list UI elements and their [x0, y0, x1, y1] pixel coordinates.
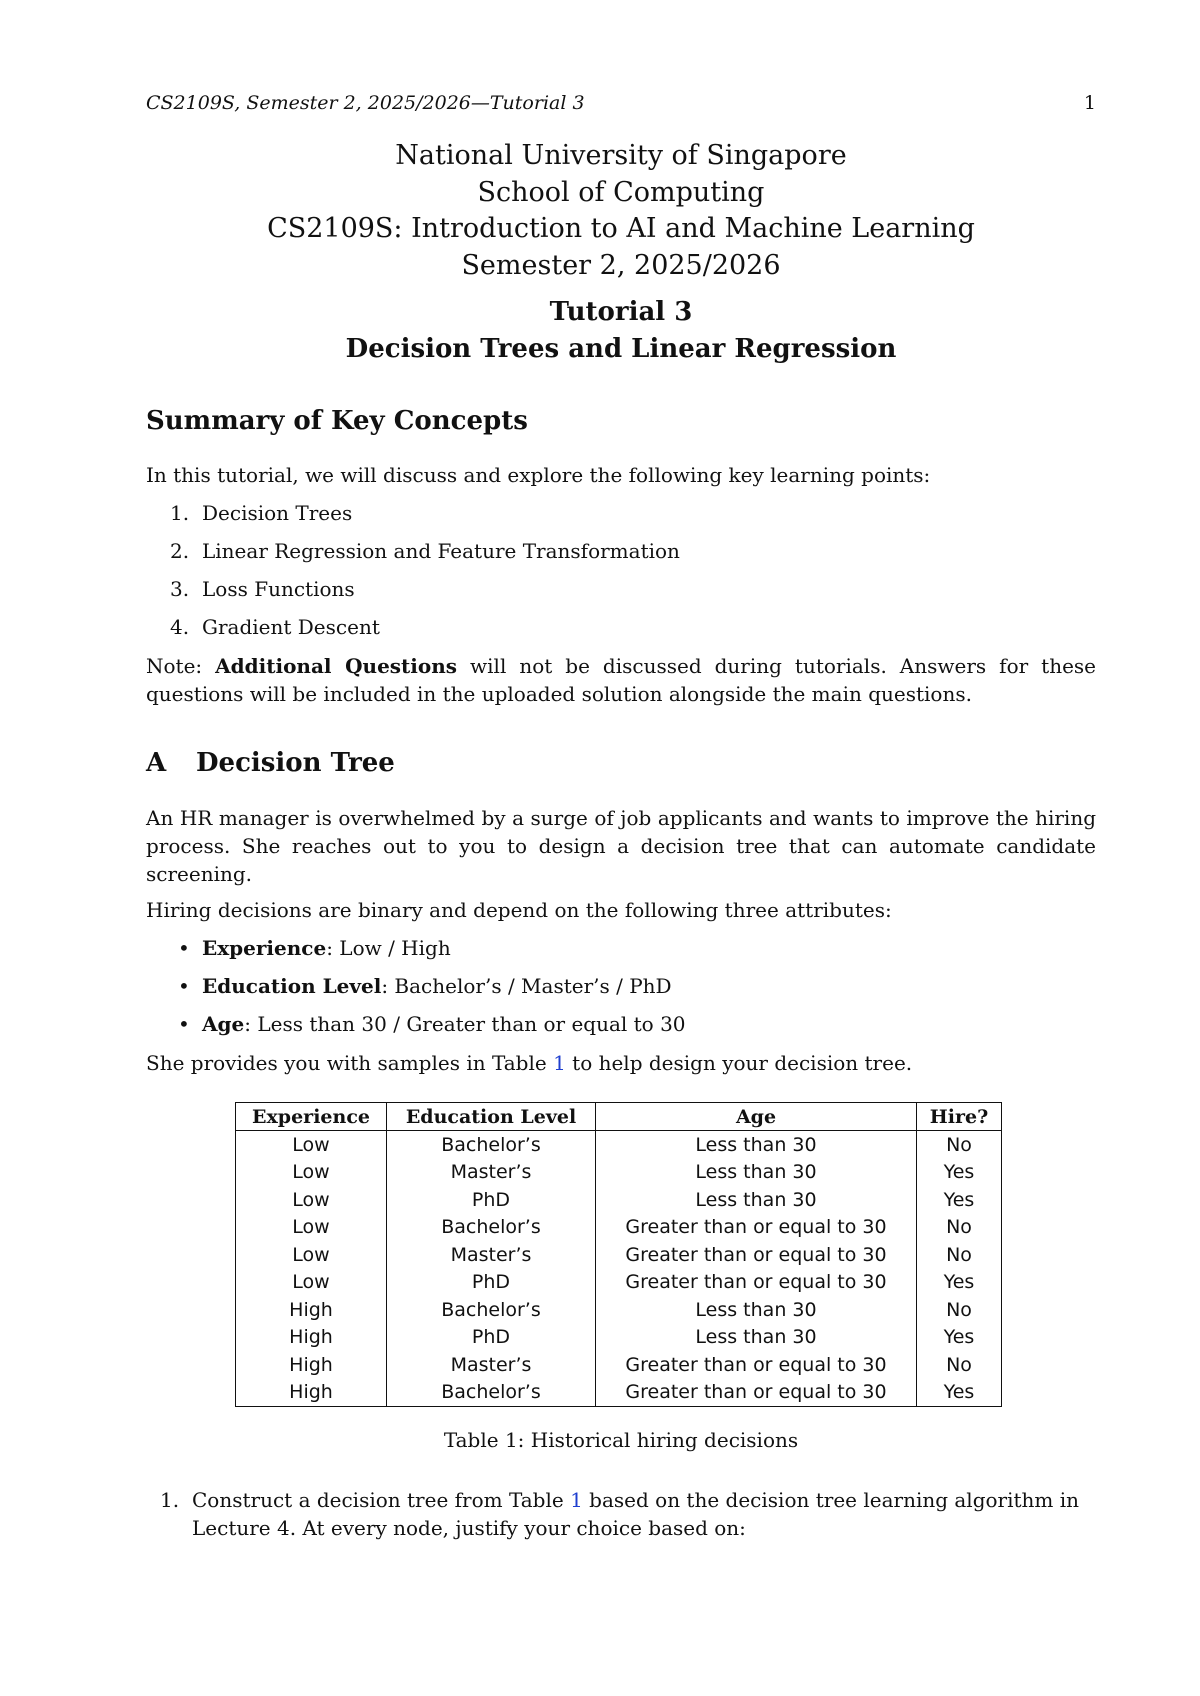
- table-cell: Greater than or equal to 30: [596, 1379, 917, 1407]
- question-number: 1.: [160, 1488, 180, 1512]
- section-a-heading: [146, 748, 395, 778]
- column-header: Education Level: [387, 1103, 596, 1131]
- table-cell: Less than 30: [596, 1324, 917, 1352]
- column-header: Experience: [236, 1103, 387, 1131]
- table-cell: Less than 30: [596, 1131, 917, 1159]
- table-cell: Master’s: [387, 1241, 596, 1269]
- tutorial-topic: Decision Trees and Linear Regression: [345, 334, 897, 364]
- running-title: CS2109S, Semester 2, 2025/2026—Tutorial 3: [146, 92, 585, 114]
- bullet-icon: •: [178, 1012, 190, 1036]
- question-item: [146, 1486, 1096, 1542]
- table-cell: High: [236, 1324, 387, 1352]
- list-item: [146, 613, 680, 651]
- table-cell: PhD: [387, 1186, 596, 1214]
- bullet-icon: •: [178, 936, 190, 960]
- table-cell: No: [917, 1214, 1002, 1242]
- list-number: 3.: [170, 577, 190, 601]
- attribute-name: Education Level: [202, 974, 382, 998]
- table-header-row: [236, 1103, 1002, 1131]
- table-cell: Low: [236, 1269, 387, 1297]
- table-cell: Greater than or equal to 30: [596, 1269, 917, 1297]
- summary-heading: Summary of Key Concepts: [146, 406, 528, 436]
- page-number: 1: [1083, 92, 1096, 114]
- attribute-list: [146, 934, 686, 1048]
- table-cell: Yes: [917, 1159, 1002, 1187]
- column-header: Age: [596, 1103, 917, 1131]
- table-cell: Less than 30: [596, 1186, 917, 1214]
- section-a-paragraph-1: An HR manager is overwhelmed by a surge of job applicants and wants to improve the hiring process. She reaches out to you to design a decision tree that can automate candidate screening.: [146, 806, 1096, 886]
- table-cell: Greater than or equal to 30: [596, 1351, 917, 1379]
- question-list: [146, 1486, 1096, 1542]
- tutorial-title-block: [146, 294, 1096, 368]
- question-text: based on the decision tree learning algorithm in Lecture 4. At every node, justify your choice based on:: [192, 1488, 1080, 1540]
- table-cell: Low: [236, 1214, 387, 1242]
- section-a-paragraph-3: [146, 1049, 1096, 1077]
- list-item: [146, 1010, 686, 1048]
- table-body: [236, 1131, 1002, 1407]
- table-cell: High: [236, 1379, 387, 1407]
- list-text: Gradient Descent: [202, 615, 380, 639]
- list-number: 2.: [170, 539, 190, 563]
- course-title: CS2109S: Introduction to AI and Machine Learning: [267, 213, 975, 244]
- table-cell: PhD: [387, 1269, 596, 1297]
- paragraph-text: to help design your decision tree.: [565, 1051, 913, 1075]
- table-cell: Yes: [917, 1269, 1002, 1297]
- section-a-paragraph-2: Hiring decisions are binary and depend on the following three attributes:: [146, 898, 892, 922]
- table-row: [236, 1159, 1002, 1187]
- table-cell: Bachelor’s: [387, 1296, 596, 1324]
- table-row: [236, 1379, 1002, 1407]
- table-reference-link[interactable]: 1: [570, 1488, 583, 1512]
- table-cell: High: [236, 1296, 387, 1324]
- list-number: 4.: [170, 615, 190, 639]
- school-name: School of Computing: [477, 176, 765, 208]
- table-cell: Low: [236, 1159, 387, 1187]
- title-block: [146, 138, 1096, 284]
- table-row: [236, 1214, 1002, 1242]
- table-row: [236, 1324, 1002, 1352]
- table-cell: Low: [236, 1186, 387, 1214]
- attribute-name: Age: [202, 1012, 245, 1036]
- note-emphasis: Additional Questions: [215, 654, 458, 678]
- note-text: will not be discussed during tutorials. Answers for these questions will be included in the uploaded solution alongside the main questions.: [146, 654, 1097, 706]
- table-cell: Yes: [917, 1186, 1002, 1214]
- table-cell: PhD: [387, 1324, 596, 1352]
- table-row: [236, 1269, 1002, 1297]
- table-cell: Yes: [917, 1379, 1002, 1407]
- column-header: Hire?: [917, 1103, 1002, 1131]
- list-number: 1.: [170, 501, 190, 525]
- running-header: [146, 92, 1096, 114]
- table-row: [236, 1186, 1002, 1214]
- summary-intro: In this tutorial, we will discuss and explore the following key learning points:: [146, 463, 931, 487]
- semester-label: Semester 2, 2025/2026: [461, 249, 781, 281]
- bullet-icon: •: [178, 974, 190, 998]
- list-item: [146, 972, 686, 1010]
- table-row: [236, 1131, 1002, 1159]
- table-row: [236, 1241, 1002, 1269]
- section-letter: A: [146, 748, 167, 778]
- table-cell: Bachelor’s: [387, 1379, 596, 1407]
- table-cell: High: [236, 1351, 387, 1379]
- table-cell: Greater than or equal to 30: [596, 1214, 917, 1242]
- key-points-list: [146, 499, 680, 651]
- list-item: [146, 499, 680, 537]
- list-item: [146, 934, 686, 972]
- table-cell: Master’s: [387, 1159, 596, 1187]
- attribute-values: : Less than 30 / Greater than or equal to 30: [244, 1012, 686, 1036]
- table-cell: No: [917, 1351, 1002, 1379]
- table-cell: Bachelor’s: [387, 1214, 596, 1242]
- table-cell: No: [917, 1296, 1002, 1324]
- attribute-values: : Bachelor’s / Master’s / PhD: [381, 974, 672, 998]
- table-cell: Master’s: [387, 1351, 596, 1379]
- list-item: [146, 537, 680, 575]
- hiring-table: [235, 1102, 1002, 1407]
- table-cell: Yes: [917, 1324, 1002, 1352]
- table-cell: Greater than or equal to 30: [596, 1241, 917, 1269]
- table-row: [236, 1296, 1002, 1324]
- attribute-name: Experience: [202, 936, 327, 960]
- table-caption: Table 1: Historical hiring decisions: [443, 1428, 799, 1452]
- list-text: Loss Functions: [202, 577, 355, 601]
- table-cell: Less than 30: [596, 1296, 917, 1324]
- list-text: Linear Regression and Feature Transformation: [202, 539, 680, 563]
- tutorial-number: Tutorial 3: [549, 297, 693, 327]
- university-name: National University of Singapore: [395, 140, 847, 171]
- attribute-values: : Low / High: [326, 936, 451, 960]
- paragraph-text: She provides you with samples in Table: [146, 1051, 554, 1075]
- table-reference-link[interactable]: 1: [553, 1051, 566, 1075]
- table-cell: Low: [236, 1131, 387, 1159]
- table-cell: No: [917, 1241, 1002, 1269]
- table-row: [236, 1351, 1002, 1379]
- note-paragraph: [146, 652, 1096, 708]
- table-cell: Bachelor’s: [387, 1131, 596, 1159]
- note-prefix: Note:: [146, 654, 216, 678]
- list-text: Decision Trees: [202, 501, 353, 525]
- question-text: Construct a decision tree from Table: [192, 1488, 571, 1512]
- table-cell: No: [917, 1131, 1002, 1159]
- table-cell: Low: [236, 1241, 387, 1269]
- table-cell: Less than 30: [596, 1159, 917, 1187]
- section-title: Decision Tree: [196, 748, 395, 778]
- list-item: [146, 575, 680, 613]
